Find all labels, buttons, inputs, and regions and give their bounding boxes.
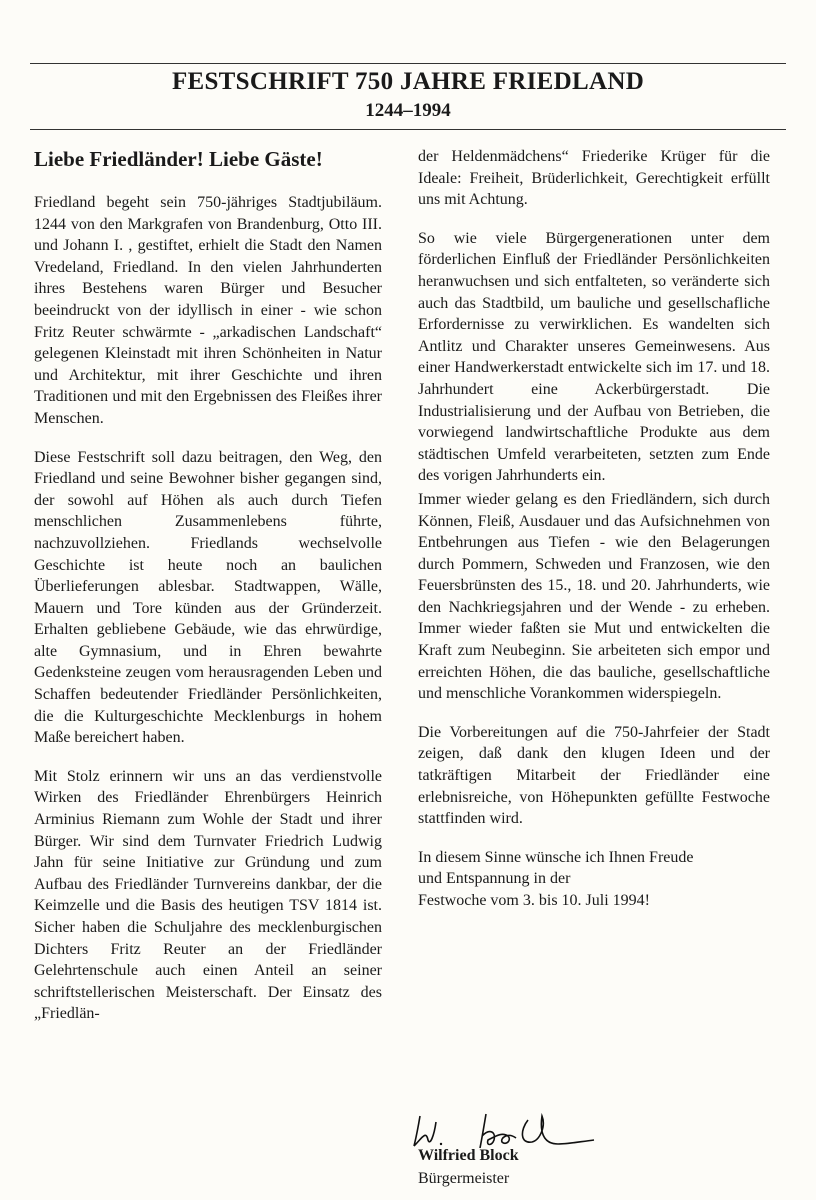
signer-role: Bürgermeister xyxy=(418,1170,510,1187)
header-rule-top xyxy=(30,63,786,64)
paragraph: Immer wieder gelang es den Friedländern, sich durch Können, Fleiß, Ausdauer und das Aufsichnehmen von Entbehrungen aus Tiefen - wie den Belagerungen durch Pommern, Schweden und Franzosen, wie den Feuersbrünsten des 15., 18. und 20. Jahrhunderts, wie den Nachkriegsjahren und der Wende - zu erheben. Immer wieder faßten sie Mut und entwickelten die Kraft zum Neubeginn. Sie arbeiteten sich empor und erreichten Höhen, die das bauliche, gesellschaftliche und menschliche Vorankommen widerspiegeln. xyxy=(418,490,770,703)
header-rule-bottom xyxy=(30,129,786,130)
paragraph: Mit Stolz erinnern wir uns an das verdienstvolle Wirken des Friedländer Ehrenbürgers Heinrich Arminius Riemann zum Wohle der Stadt und ihrer Bürger. Wir sind dem Turnvater Friedrich Ludwig Jahn für seine Initiative zur Gründung und zum Aufbau des Friedländer Turnvereins dankbar, der die Keimzelle und die Basis des heutigen TSV 1814 ist. Sicher haben die Schuljahre des mecklenburgischen Dichters Fritz Reuter an der Friedländer Gelehrtenschule auch einen Anteil an seiner schriftstellerischen Meisterschaft. Der Einsatz des „Friedlän- xyxy=(34,767,382,1023)
left-column xyxy=(34,146,382,1042)
closing-line: Festwoche vom 3. bis 10. Juli 1994! xyxy=(418,892,650,909)
paragraph: So wie viele Bürgergenerationen unter dem förderlichen Einfluß der Friedländer Persönlichkeiten heranwuchsen und sich entfalteten, so veränderte sich auch das Stadtbild, um bauliche und gesellschafliche Erfordernisse zu verwirklichen. Es wandelten sich Antlitz und Charakter unseres Gemeinwesens. Aus einer Handwerkerstadt entwickelte sich im 17. und 18. Jahrhundert eine Ackerbürgerstadt. Die Industrialisierung und der Aufbau von Betrieben, die vorwiegend landwirtschaftliche Produkte aus dem städtischen Umfeld verarbeiteten, setzten zum Ende des vorigen Jahrhunderts ein. xyxy=(418,229,770,485)
closing-text xyxy=(418,847,770,912)
closing-line: In diesem Sinne wünsche ich Ihnen Freude xyxy=(418,848,694,866)
paragraph: Die Vorbereitungen auf die 750-Jahrfeier der Stadt zeigen, daß dank den klugen Ideen und der tatkräftigen Mitarbeit der Friedländer eine erlebnisreiche, von Höhepunkten gefüllte Festwoche stattfinden wird. xyxy=(418,723,770,828)
signer-name: Wilfried Block xyxy=(418,1147,519,1164)
paragraph: Friedland begeht sein 750-jähriges Stadtjubiläum. 1244 von den Markgrafen von Brandenburg, Otto III. und Johann I. , gestiftet, erhielt die Stadt den Namen Vredeland, Friedland. In den vielen Jahrhunderten ihres Bestehens waren Bürger und Besucher beeindruckt von der idyllisch in einer - wie schon Fritz Reuter schwärmte - „arkadischen Landschaft“ gelegenen Kleinstadt mit ihren Schönheiten in Natur und Architektur, mit ihrer Geschichte und ihren Traditionen und mit den Ergebnissen des Fleißes ihrer Menschen. xyxy=(34,194,382,427)
handwritten-signature xyxy=(408,1110,598,1150)
closing-line: und Entspannung in der xyxy=(418,870,571,888)
greeting-heading: Liebe Friedländer! Liebe Gäste! xyxy=(34,147,323,171)
document-years: 1244–1994 xyxy=(365,100,451,121)
paragraph: Diese Festschrift soll dazu beitragen, den Weg, den Friedland und seine Bewohner bisher gegangen sind, der sowohl auf Höhen als auch durch Tiefen menschlichen Zusammenlebens führte, nachzuvollziehen. Friedlands wechselvolle Geschichte ist heute noch an baulichen Überlieferungen ablesbar. Stadtwappen, Wälle, Mauern und Tore künden aus der Gründerzeit. Erhalten gebliebene Gebäude, wie das ehrwürdige, alte Gymnasium, und in Ehren bewahrte Gedenksteine zeugen vom herausragenden Leben und Schaffen bedeutender Friedländer Persönlichkeiten, die die Kulturgeschichte Mecklenburgs in hohem Maße bereichert haben. xyxy=(34,448,382,747)
paragraph: der Heldenmädchens“ Friederike Krüger für die Ideale: Freiheit, Brüderlichkeit, Gerechtigkeit erfüllt uns mit Achtung. xyxy=(418,148,770,209)
document-title: FESTSCHRIFT 750 JAHRE FRIEDLAND xyxy=(171,68,645,95)
right-column xyxy=(418,146,770,912)
